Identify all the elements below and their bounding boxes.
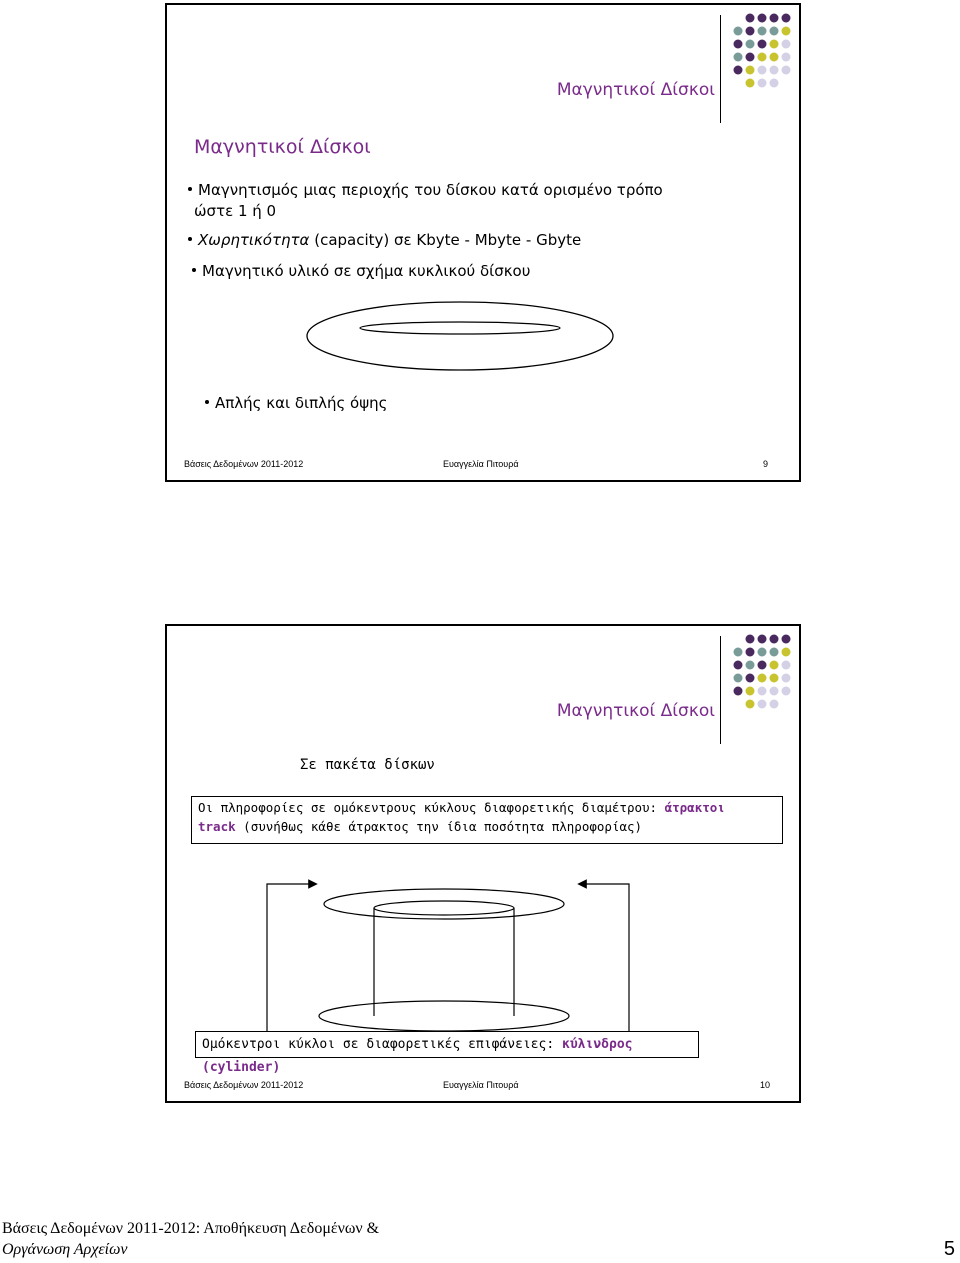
decorative-dot (758, 40, 767, 49)
highlight-cylinder: κύλινδρος (cylinder) (202, 1037, 633, 1075)
highlight-track: track (198, 819, 236, 834)
decorative-dot (782, 27, 791, 36)
decorative-dot (782, 674, 791, 683)
platter-bottom (319, 1001, 569, 1031)
decorative-dot (782, 687, 791, 696)
bullet-dot (188, 237, 192, 241)
decorative-dot (770, 66, 779, 75)
decorative-dot (746, 79, 755, 88)
decorative-dot (734, 661, 743, 670)
decorative-dot (758, 687, 767, 696)
decorative-dot (746, 635, 755, 644)
decorative-dot (734, 40, 743, 49)
track-top (374, 901, 514, 915)
decorative-dot (758, 66, 767, 75)
corner-title: Μαγνητικοί Δίσκοι (556, 701, 715, 721)
decorative-dot (782, 14, 791, 23)
bullet-capacity: Χωρητικότητα (capacity) σε Kbyte - Mbyte - Gbyte (188, 230, 581, 251)
cylinder-textbox: Ομόκεντροι κύκλοι σε διαφορετικές επιφάνειες: κύλινδρος (cylinder) (195, 1031, 699, 1058)
decorative-dot (782, 648, 791, 657)
decorative-dot (770, 53, 779, 62)
decorative-dot (758, 53, 767, 62)
page-footer-line2: Οργάνωση Αρχείων (2, 1241, 128, 1258)
decorative-dot (770, 648, 779, 657)
decorative-dot (746, 674, 755, 683)
disk-inner-ellipse (360, 322, 560, 334)
footer-slide-number: 9 (763, 459, 769, 469)
decorative-dot (746, 661, 755, 670)
bullet-sides: Απλής και διπλής όψης (205, 393, 387, 414)
decorative-dot (758, 14, 767, 23)
footer-course: Βάσεις Δεδομένων 2011-2012 (184, 459, 304, 469)
decorative-dot (782, 66, 791, 75)
decorative-dot (782, 661, 791, 670)
slide-10 (165, 624, 801, 1103)
decorative-dot (746, 687, 755, 696)
decorative-dot (782, 635, 791, 644)
corner-title: Μαγνητικοί Δίσκοι (556, 80, 715, 100)
decorative-dot (734, 66, 743, 75)
corner-divider (720, 636, 721, 744)
decorative-dot (734, 27, 743, 36)
slide-9 (165, 3, 801, 482)
highlight-tracks-gr: άτρακτοι (664, 800, 725, 815)
decorative-dot (746, 700, 755, 709)
disk-diagram (304, 298, 616, 374)
decorative-dot (770, 700, 779, 709)
cylinder-diagram (167, 856, 799, 1036)
decorative-dot (746, 14, 755, 23)
bullet-dot (192, 268, 196, 272)
decorative-dot (734, 53, 743, 62)
decorative-dot (758, 661, 767, 670)
decorative-dot (746, 27, 755, 36)
page-number: 5 (943, 1238, 955, 1260)
decorative-dot (746, 66, 755, 75)
slide-subtitle: Σε πακέτα δίσκων (300, 757, 435, 773)
bullet-material: Μαγνητικό υλικό σε σχήμα κυκλικού δίσκου (192, 261, 530, 282)
decorative-dot (770, 27, 779, 36)
decorative-dot (782, 53, 791, 62)
decorative-dot (758, 648, 767, 657)
decorative-dot (734, 687, 743, 696)
decorative-dot (734, 674, 743, 683)
disk-outer-ellipse (307, 302, 613, 370)
decorative-dot (770, 14, 779, 23)
decorative-dot (770, 674, 779, 683)
decorative-dot (758, 674, 767, 683)
decorative-dot (770, 79, 779, 88)
footer-author: Ευαγγελία Πιτουρά (443, 459, 519, 469)
footer-author: Ευαγγελία Πιτουρά (443, 1080, 519, 1090)
decorative-dot (746, 648, 755, 657)
footer-slide-number: 10 (760, 1080, 771, 1090)
decorative-dot (734, 648, 743, 657)
decorative-dot (770, 687, 779, 696)
decorative-dot (758, 27, 767, 36)
decorative-dot (746, 53, 755, 62)
decorative-dot (758, 700, 767, 709)
page-footer-line1: Βάσεις Δεδομένων 2011-2012: Αποθήκευση Δεδομένων & (2, 1220, 380, 1237)
bullet-dot (188, 187, 192, 191)
decorative-dots (733, 13, 795, 105)
decorative-dot (770, 635, 779, 644)
decorative-dot (746, 40, 755, 49)
bullet-magnetization: Μαγνητισμός μιας περιοχής του δίσκου κατά ορισμένο τρόπο ώστε 1 ή 0 (188, 180, 663, 222)
bullet-dot (205, 400, 209, 404)
decorative-dot (770, 40, 779, 49)
decorative-dot (782, 40, 791, 49)
decorative-dot (758, 635, 767, 644)
decorative-dots (733, 634, 795, 726)
slide-title: Μαγνητικοί Δίσκοι (194, 136, 371, 158)
corner-divider (720, 15, 721, 123)
tracks-textbox: Οι πληροφορίες σε ομόκεντρους κύκλους διαφορετικής διαμέτρου: άτρακτοι track (συνήθως κάθε άτρακτος την ίδια ποσότητα πληροφορίας) (191, 796, 783, 844)
decorative-dot (758, 79, 767, 88)
decorative-dot (770, 661, 779, 670)
footer-course: Βάσεις Δεδομένων 2011-2012 (184, 1080, 304, 1090)
